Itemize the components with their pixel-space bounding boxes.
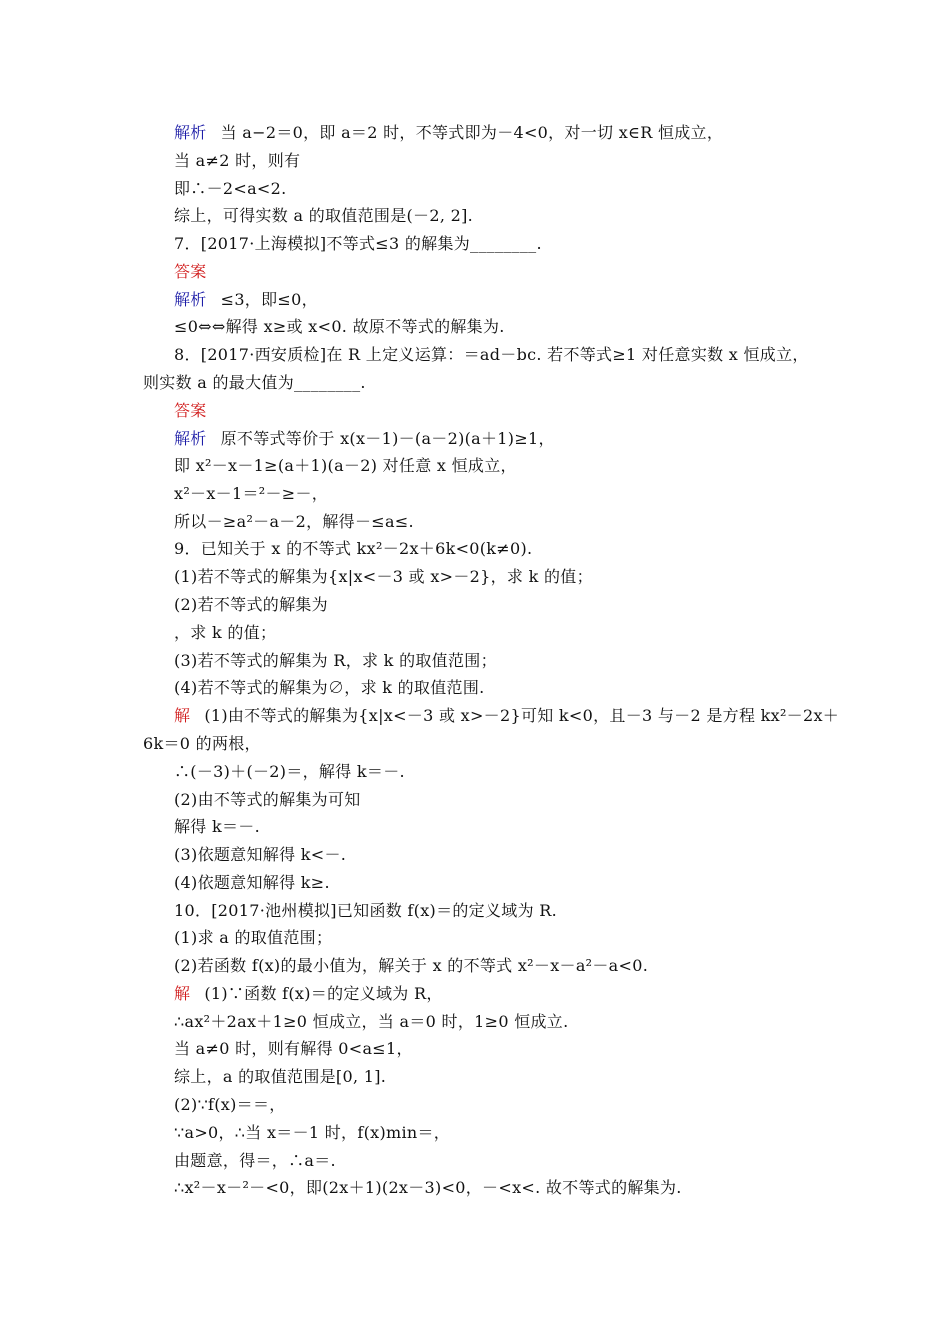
text-line — [174, 789, 361, 811]
line-text: 即 x²－x－1≥(a＋1)(a－2) 对任意 x 恒成立， — [174, 456, 517, 475]
line-text: (4)若不等式的解集为∅，求 k 的取值范围. — [174, 678, 485, 697]
text-line — [174, 816, 260, 838]
answer-heading — [174, 400, 207, 422]
line-text: (1)求 a 的取值范围； — [174, 928, 333, 947]
line-text: 解得 k＝－. — [174, 817, 260, 836]
line-text: 由题意，得＝，∴a＝. — [174, 1151, 336, 1170]
line-text: (2)若函数 f(x)的最小值为，解关于 x 的不等式 x²－x－a²－a<0. — [174, 956, 649, 975]
analysis-label: 解析 — [174, 123, 207, 142]
text-line — [174, 205, 473, 227]
text-line — [174, 483, 328, 505]
text-line — [174, 1150, 336, 1172]
answer-heading — [174, 261, 207, 283]
line-text: ≤0⇔⇔解得 x≥或 x<0. 故原不等式的解集为. — [174, 317, 505, 336]
text-line — [174, 844, 346, 866]
line-text: (2)若不等式的解集为 — [174, 595, 328, 614]
analysis-label: 解析 — [174, 429, 207, 448]
line-text: 7．[2017·上海模拟]不等式≤3 的解集为________. — [174, 234, 542, 253]
text-line — [174, 955, 648, 977]
text-line — [174, 511, 414, 533]
text-line — [174, 455, 517, 477]
text-line — [174, 1094, 286, 1116]
line-text: (4)依题意知解得 k≥. — [174, 873, 330, 892]
line-text: 原不等式等价于 x(x－1)－(a－2)(a＋1)≥1， — [220, 429, 555, 448]
line-text: 10．[2017·池州模拟]已知函数 f(x)＝的定义域为 R. — [174, 901, 557, 920]
text-line — [174, 1122, 450, 1144]
solution-label: 解 — [174, 706, 191, 725]
text-line — [174, 622, 276, 644]
line-text: ≤3，即≤0， — [220, 290, 318, 309]
text-line — [174, 705, 839, 727]
line-text: 所以－≥a²－a－2，解得－≤a≤. — [174, 512, 414, 531]
line-text: 当 a≠2 时，则有 — [174, 151, 301, 170]
line-text: 则实数 a 的最大值为________. — [143, 373, 366, 392]
line-text: 9．已知关于 x 的不等式 kx²－2x＋6k<0(k≠0). — [174, 539, 533, 558]
text-line — [174, 677, 485, 699]
text-line — [174, 428, 555, 450]
line-text: 当 a≠0 时，则有解得 0<a≤1， — [174, 1039, 413, 1058]
text-line — [174, 289, 318, 311]
line-text: 当 a−2＝0，即 a＝2 时，不等式即为－4<0，对一切 x∈R 恒成立， — [220, 123, 724, 142]
line-text: ，求 k 的值； — [174, 623, 277, 642]
text-line — [174, 1066, 386, 1088]
answer-label: 答案 — [174, 262, 207, 281]
text-line — [174, 983, 443, 1005]
line-text: x²－x－1＝²－≥－， — [174, 484, 329, 503]
text-line — [143, 372, 366, 394]
line-text: (3)若不等式的解集为 R，求 k 的取值范围； — [174, 651, 497, 670]
text-line — [174, 927, 332, 949]
line-text: 综上，a 的取值范围是[0, 1]. — [174, 1067, 387, 1086]
line-text: (1)若不等式的解集为{x|x<－3 或 x>－2}，求 k 的值； — [174, 567, 593, 586]
line-text: 即∴－2<a<2. — [174, 179, 287, 198]
text-line — [174, 594, 328, 616]
line-text: ∵a>0，∴当 x＝－1 时，f(x)min＝， — [174, 1123, 451, 1142]
text-line — [174, 150, 300, 172]
line-text: (2)∵f(x)＝＝， — [174, 1095, 286, 1114]
line-text: (1)由不等式的解集为{x|x<－3 或 x>－2}可知 k<0，且－3 与－2 是方程 kx²－2x＋ — [204, 706, 840, 725]
answer-label: 答案 — [174, 401, 207, 420]
line-text: (3)依题意知解得 k<－. — [174, 845, 347, 864]
text-line — [174, 650, 497, 672]
line-text: 6k＝0 的两根， — [143, 734, 261, 753]
question-9 — [174, 538, 532, 560]
line-text: 综上，可得实数 a 的取值范围是(－2, 2]. — [174, 206, 474, 225]
text-line — [174, 178, 287, 200]
question-7 — [174, 233, 542, 255]
text-line — [174, 761, 405, 783]
analysis-label: 解析 — [174, 290, 207, 309]
text-line — [174, 1011, 568, 1033]
line-text: (1)∵函数 f(x)＝的定义域为 R， — [204, 984, 443, 1003]
text-line — [174, 1177, 682, 1199]
text-line — [174, 122, 723, 144]
line-text: ∴x²－x－²－<0，即(2x＋1)(2x－3)<0，－<x<. 故不等式的解集为. — [174, 1178, 682, 1197]
text-line — [143, 733, 261, 755]
question-8 — [174, 344, 809, 366]
text-line — [174, 872, 330, 894]
line-text: ∴ax²＋2ax＋1≥0 恒成立，当 a＝0 时，1≥0 恒成立. — [174, 1012, 569, 1031]
text-line — [174, 566, 593, 588]
line-text: (2)由不等式的解集为可知 — [174, 790, 361, 809]
solution-label: 解 — [174, 984, 191, 1003]
text-line — [174, 1038, 413, 1060]
line-text: ∴(－3)＋(－2)＝，解得 k＝－. — [174, 762, 405, 781]
text-line — [174, 316, 505, 338]
line-text: 8．[2017·西安质检]在 R 上定义运算：＝ad－bc. 若不等式≥1 对任意实数 x 恒成立， — [174, 345, 809, 364]
question-10 — [174, 900, 557, 922]
